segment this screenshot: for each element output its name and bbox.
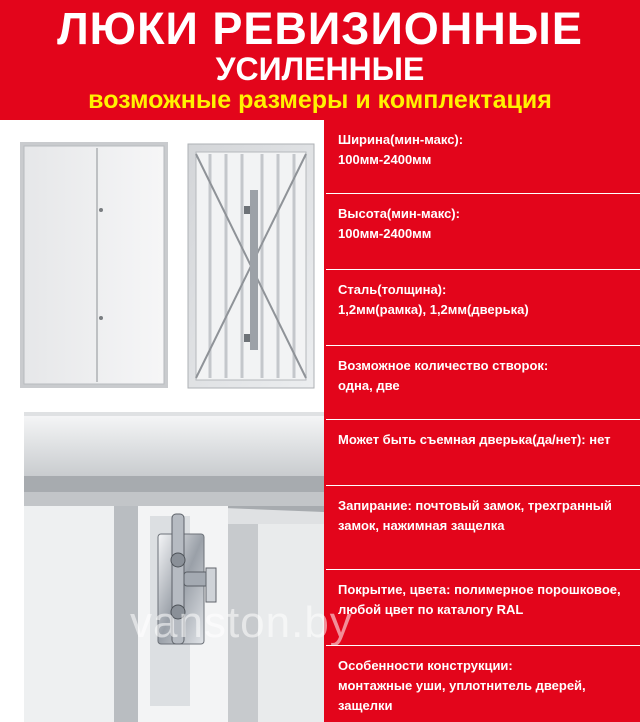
spec-label: Сталь(толщина): [338,282,447,297]
page-title-line2: УСИЛЕННЫЕ [215,51,425,87]
spec-width [326,120,640,194]
spec-text [338,496,634,536]
spec-label: Запирание: [338,498,412,513]
spec-value: 1,2мм(рамка), 1,2мм(дверька) [338,302,529,317]
page-subtitle: возможные размеры и комплектация [88,86,552,114]
page-title: ЛЮКИ РЕВИЗИОННЫЕ [57,3,583,54]
spec-value: 100мм-2400мм [338,152,432,167]
spec-value: одна, две [338,378,400,393]
spec-label: Высота(мин-макс): [338,206,460,221]
spec-label: Возможное количество створок: [338,358,549,373]
spec-value: почтовый замок, трехгранный замок, нажимная защелка [338,498,612,533]
spec-label: Покрытие, цвета: [338,582,451,597]
spec-value: полимерное порошковое, любой цвет по каталогу RAL [338,582,621,617]
spec-label: Может быть съемная дверька(да/нет): [338,432,586,447]
spec-value: нет [589,432,611,447]
spec-list [326,120,640,722]
spec-removable [326,420,640,486]
spec-leaves [326,346,640,420]
spec-value: 100мм-2400мм [338,226,432,241]
spec-height [326,194,640,270]
spec-text [338,580,634,620]
spec-text [338,430,634,450]
spec-label: Особенности конструкции: [338,658,513,673]
header [0,0,640,118]
watermark: vanston.by [130,598,353,647]
spec-label: Ширина(мин-макс): [338,132,464,147]
spec-features [326,646,640,722]
spec-value: монтажные уши, уплотнитель дверей, защелки [338,678,586,713]
spec-coating [326,570,640,646]
spec-locking [326,486,640,570]
spec-steel [326,270,640,346]
